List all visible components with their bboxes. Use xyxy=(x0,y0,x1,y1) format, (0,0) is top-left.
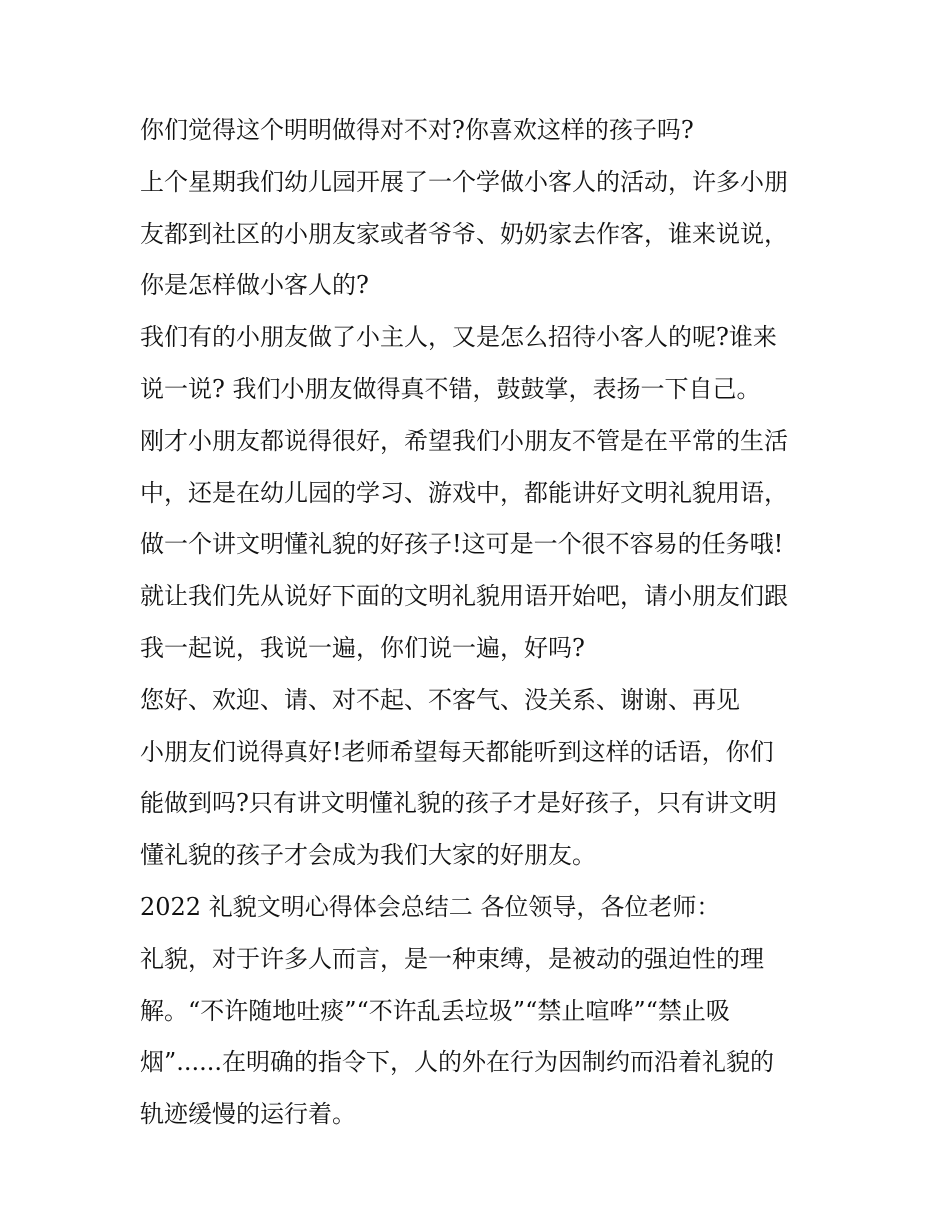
text-line: 上个星期我们幼儿园开展了一个学做小客人的活动，许多小朋 xyxy=(140,167,788,196)
text-line: 解。“不许随地吐痰”“不许乱丢垃圾”“禁止喧哗”“禁止吸 xyxy=(140,996,730,1025)
text-line: 做一个讲文明懂礼貌的好孩子!这可是一个很不容易的任务哦! xyxy=(140,530,784,559)
text-line: 烟”......在明确的指令下，人的外在行为因制约而沿着礼貌的 xyxy=(140,1048,775,1077)
text-line: 中，还是在幼儿园的学习、游戏中，都能讲好文明礼貌用语， xyxy=(140,478,788,507)
text-line: 能做到吗?只有讲文明懂礼貌的孩子才是好孩子，只有讲文明 xyxy=(140,789,777,818)
text-line: 就让我们先从说好下面的文明礼貌用语开始吧，请小朋友们跟 xyxy=(140,582,788,611)
text-line: 我一起说，我说一遍，你们说一遍，好吗? xyxy=(140,633,585,662)
text-line: 你们觉得这个明明做得对不对?你喜欢这样的孩子吗? xyxy=(140,116,694,144)
text-line: 懂礼貌的孩子才会成为我们大家的好朋友。 xyxy=(140,841,596,870)
text-line: 礼貌，对于许多人而言，是一种束缚，是被动的强迫性的理 xyxy=(140,944,764,973)
text-line: 我们有的小朋友做了小主人，又是怎么招待小客人的呢?谁来 xyxy=(140,323,777,352)
text-line: 小朋友们说得真好!老师希望每天都能听到这样的话语，你们 xyxy=(140,737,774,766)
text-line: 轨迹缓慢的运行着。 xyxy=(140,1100,356,1129)
text-line: 刚才小朋友都说得很好，希望我们小朋友不管是在平常的生活 xyxy=(140,426,788,455)
text-line: 友都到社区的小朋友家或者爷爷、奶奶家去作客，谁来说说， xyxy=(140,219,788,248)
text-line: 你是怎样做小客人的? xyxy=(140,271,369,300)
text-line: 您好、欢迎、请、对不起、不客气、没关系、谢谢、再见 xyxy=(140,685,740,714)
section-heading-line: 2022 礼貌文明心得体会总结二 各位领导，各位老师： xyxy=(140,892,721,921)
text-line: 说一说? 我们小朋友做得真不错，鼓鼓掌，表扬一下自己。 xyxy=(140,374,761,403)
document-body xyxy=(140,105,830,1141)
